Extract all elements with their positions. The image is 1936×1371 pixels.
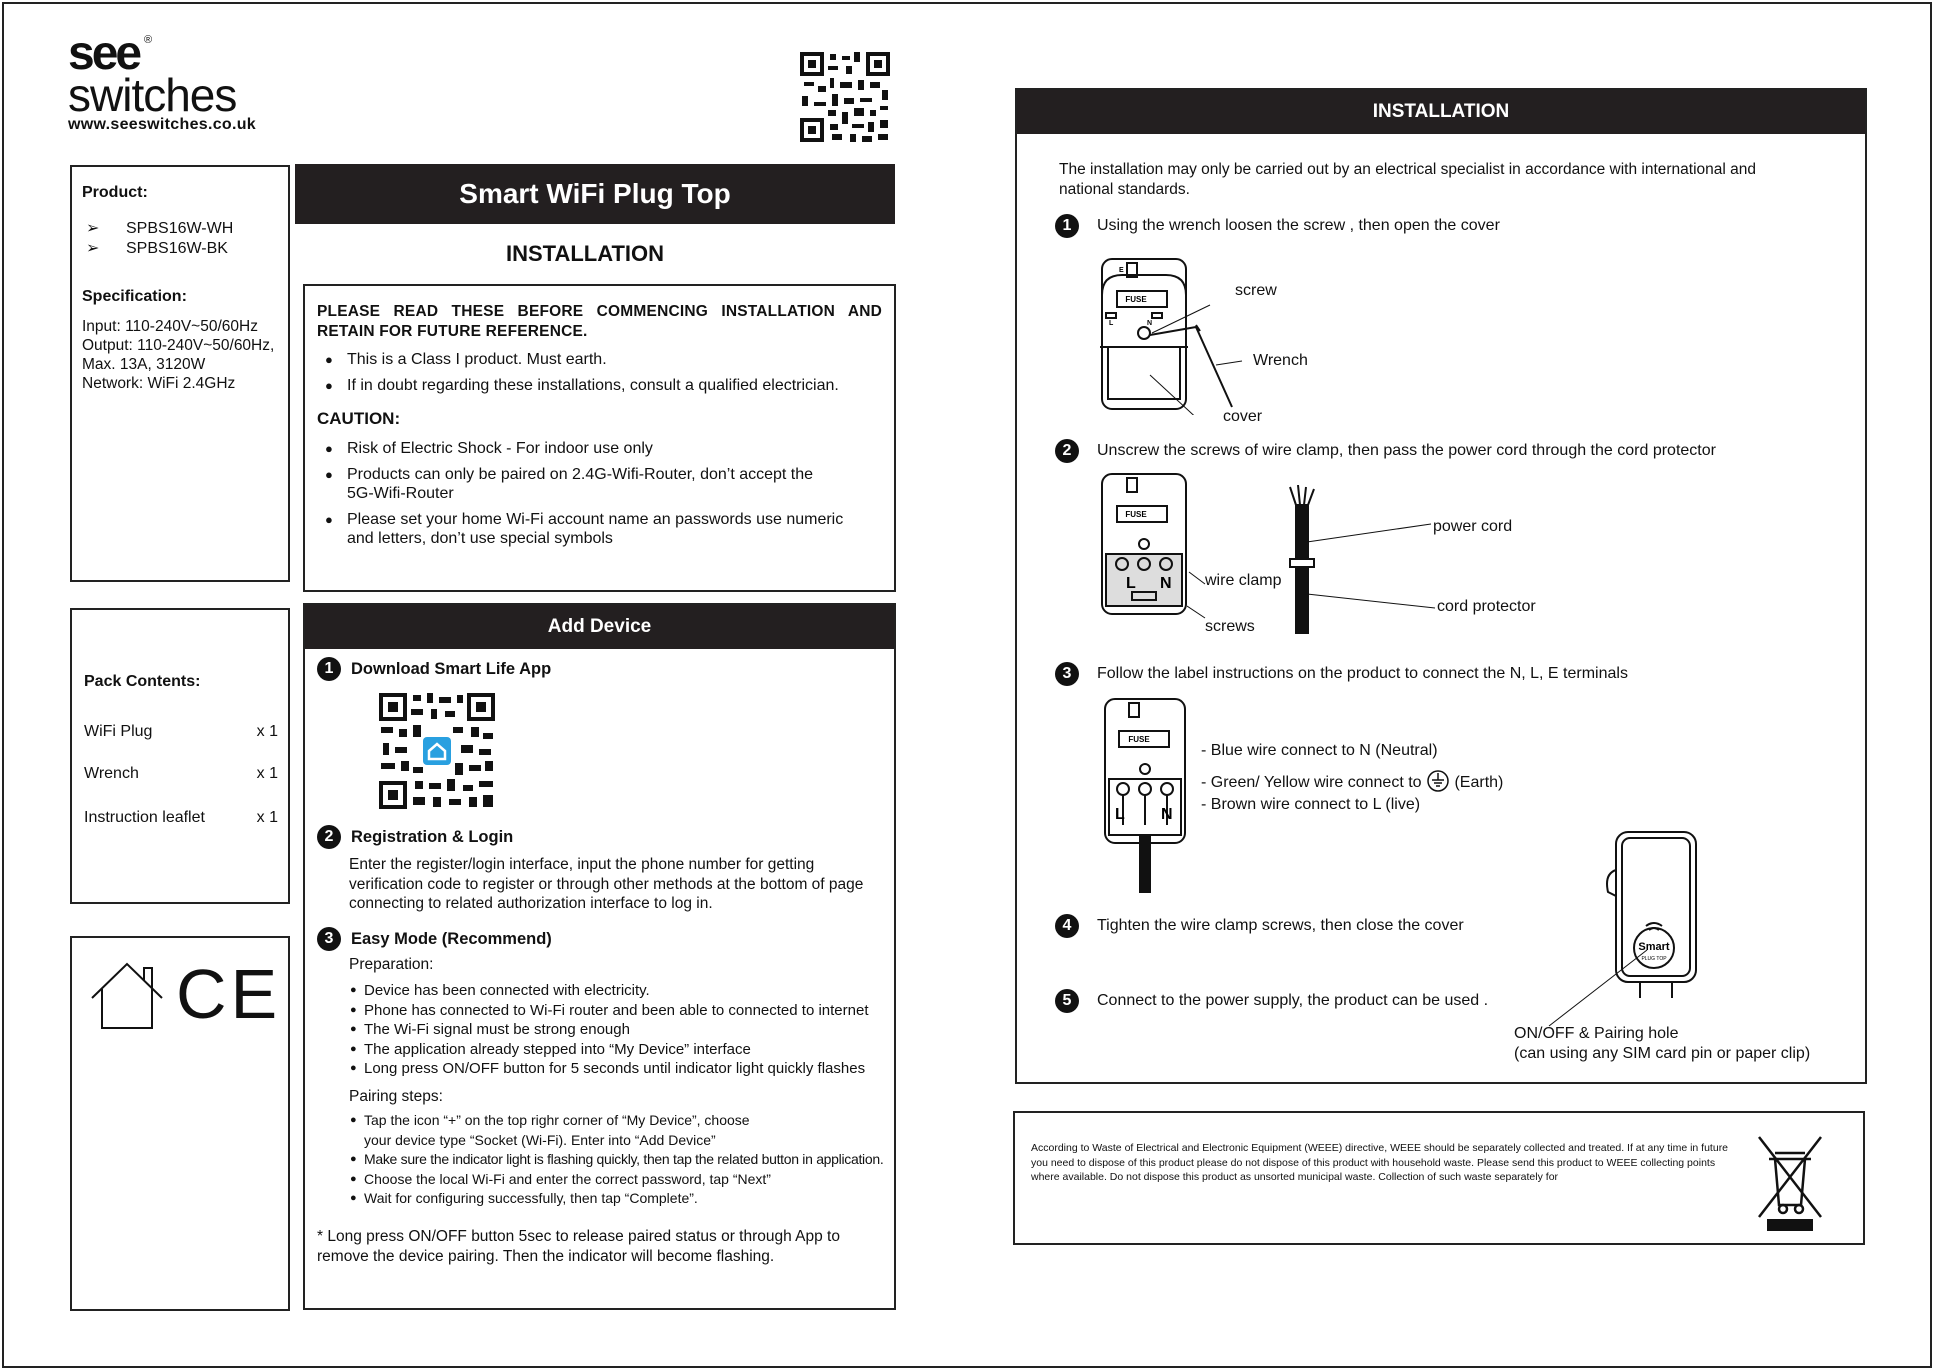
install-step-2 <box>1055 439 1716 463</box>
preparation-list <box>349 981 894 1079</box>
pairing-item: ● Choose the local Wi-Fi and enter the correct password, tap “Next” <box>349 1170 899 1190</box>
website: www.seeswitches.co.uk <box>68 116 257 133</box>
pairing-label: Pairing steps: <box>349 1088 443 1105</box>
pairing-item: ● Make sure the indicator light is flashing quickly, then tap the related button in application. <box>349 1150 899 1170</box>
wrench-label: Wrench <box>1253 352 1308 369</box>
footnote: * Long press ON/OFF button 5sec to release paired status or through App to remove the device pairing. Then the indicator will become flashing. <box>317 1228 840 1265</box>
main-title: Smart WiFi Plug Top <box>295 164 895 224</box>
spec-line: Network: WiFi 2.4GHz <box>82 375 236 392</box>
step-title: Easy Mode (Recommend) <box>351 929 552 948</box>
install-step-5 <box>1055 989 1488 1013</box>
warning-heading: PLEASE READ THESE BEFORE COMMENCING INSTALLATION AND RETAIN FOR FUTURE REFERENCE. <box>317 303 882 340</box>
installation-title: INSTALLATION <box>1017 90 1865 134</box>
terminal-wiring-diagram <box>1095 695 1195 895</box>
pack-label: Pack Contents: <box>84 673 201 690</box>
caution-item: ● Risk of Electric Shock - For indoor use only <box>317 439 882 458</box>
step-number-icon: 2 <box>1055 439 1079 463</box>
spec-line: Input: 110-240V~50/60Hz <box>82 318 258 335</box>
caution-list <box>317 439 882 548</box>
pack-item: Instruction leaflet x 1 <box>84 809 278 826</box>
product-box <box>70 165 290 582</box>
pairing-item: ● Wait for configuring successfully, then tap “Complete”. <box>349 1189 899 1209</box>
certification-box <box>70 936 290 1311</box>
step-number-icon: 2 <box>317 825 341 849</box>
cord-protector-label: cord protector <box>1437 598 1536 615</box>
step-text: Connect to the power supply, the product can be used . <box>1097 992 1489 1009</box>
add-step-3 <box>317 927 552 951</box>
pack-item: WiFi Plug x 1 <box>84 723 278 740</box>
add-device-title: Add Device <box>305 605 894 649</box>
model-item: ➢ SPBS16W-WH <box>86 220 234 237</box>
pairing-hole-leader <box>1547 948 1657 1028</box>
step-number-icon: 3 <box>1055 662 1079 686</box>
onoff-hole-hint: (can using any SIM card pin or paper clip) <box>1514 1045 1811 1062</box>
spec-line: Max. 13A, 3120W <box>82 356 206 373</box>
step-2-text: Enter the register/login interface, input the phone number for getting verification code to register or through other methods at the bottom of page connecting to related authorization interface to log in. <box>349 856 864 912</box>
step-number-icon: 3 <box>317 927 341 951</box>
pairing-item: ● Tap the icon “+” on the top righr corner of “My Device”, choose your device type “Socket (Wi-Fi). Enter into “Add Device” <box>349 1111 899 1150</box>
preparation-item: ● Phone has connected to Wi-Fi router and been able to connected to internet <box>349 1001 894 1021</box>
blue-wire-text: - Blue wire connect to N (Neutral) <box>1201 742 1438 759</box>
weee-crossed-bin-icon <box>1755 1133 1825 1233</box>
earth-symbol-icon <box>1426 769 1450 793</box>
logo-see: see <box>68 27 140 80</box>
warning-list <box>317 350 882 395</box>
registered-mark: ® <box>144 34 153 46</box>
green-wire-text: - Green/ Yellow wire connect to (Earth) <box>1201 769 1503 793</box>
step-text: Unscrew the screws of wire clamp, then pass the power cord through the cord protector <box>1097 442 1716 459</box>
wire-clamp-diagram <box>1092 470 1202 620</box>
fuse-label: FUSE <box>1125 295 1147 304</box>
l-terminal-label: L <box>1126 575 1136 592</box>
step-text: Tighten the wire clamp screws, then close the cover <box>1097 917 1464 934</box>
caution-item: ● Please set your home Wi-Fi account name an passwords use numeric and letters, don’t use special symbols <box>317 510 882 548</box>
weee-box <box>1013 1111 1865 1245</box>
model-item: ➢ SPBS16W-BK <box>86 240 228 257</box>
installation-panel <box>1015 88 1867 1084</box>
add-device-box <box>303 603 896 1310</box>
screw-label: screw <box>1235 282 1277 299</box>
warning-box <box>303 284 896 592</box>
brand-logo <box>68 27 288 142</box>
n-terminal-label: N <box>1147 320 1153 327</box>
website-qr-code <box>800 52 890 142</box>
preparation-item: ● Device has been connected with electricity. <box>349 981 894 1001</box>
preparation-item: ● The Wi-Fi signal must be strong enough <box>349 1020 894 1040</box>
install-heading: INSTALLATION <box>505 241 665 266</box>
install-step-3 <box>1055 662 1628 686</box>
onoff-hole-label: ON/OFF & Pairing hole <box>1514 1025 1679 1042</box>
step-number-icon: 4 <box>1055 914 1079 938</box>
smart-life-app-qr-code <box>379 693 495 809</box>
wire-clamp-label: wire clamp <box>1205 572 1282 589</box>
step-2-leader-lines <box>1187 510 1447 640</box>
brown-wire-text: - Brown wire connect to L (live) <box>1201 796 1421 813</box>
pack-item: Wrench x 1 <box>84 765 278 782</box>
pairing-list <box>349 1111 899 1209</box>
step-title: Download Smart Life App <box>351 659 552 678</box>
weee-text: According to Waste of Electrical and Electronic Equipment (WEEE) directive, WEEE should be separately collected and treated. If at any time in future you need to dispose of this product please do not dispose of this product with household waste. Please send this product to WEEE collecting points where available. Do not dispose this product as unsorted municipal waste. Collection of such waste separately for <box>1031 1142 1729 1183</box>
step-number-icon: 1 <box>317 657 341 681</box>
installation-intro: The installation may only be carried out by an electrical specialist in accordance with international and national standards. <box>1059 161 1757 198</box>
screws-label: screws <box>1205 618 1255 635</box>
pack-contents-box <box>70 608 290 904</box>
l-terminal-label: L <box>1115 806 1125 823</box>
product-label: Product: <box>82 184 148 201</box>
fuse-label: FUSE <box>1125 510 1147 519</box>
cover-label: cover <box>1223 408 1263 425</box>
logo-switches: switches <box>68 69 237 121</box>
n-terminal-label: N <box>1160 575 1172 592</box>
caution-item: ● Products can only be paired on 2.4G-Wifi-Router, don’t accept the 5G-Wifi-Router <box>317 465 882 503</box>
smart-label: Smart <box>1638 941 1670 953</box>
caution-heading: CAUTION: <box>317 409 401 428</box>
e-terminal-label: E <box>1119 267 1124 274</box>
spec-line: Output: 110-240V~50/60Hz, <box>82 337 275 354</box>
warning-item: ● This is a Class I product. Must earth. <box>317 350 882 369</box>
power-cord-label: power cord <box>1433 518 1513 535</box>
step-text: Follow the label instructions on the product to connect the N, L, E terminals <box>1097 665 1628 682</box>
step-title: Registration & Login <box>351 827 514 846</box>
model-list <box>82 219 278 259</box>
preparation-item: ● The application already stepped into “My Device” interface <box>349 1040 894 1060</box>
preparation-label: Preparation: <box>349 956 434 973</box>
step-text: Using the wrench loosen the screw , then open the cover <box>1097 217 1500 234</box>
install-step-4 <box>1055 914 1464 938</box>
plug-top-label: PLUG TOP <box>1641 956 1667 962</box>
add-step-1 <box>317 657 551 681</box>
ce-mark: CE <box>176 955 282 1033</box>
warning-item: ● If in doubt regarding these installations, consult a qualified electrician. <box>317 376 882 395</box>
preparation-item: ● Long press ON/OFF button for 5 seconds until indicator light quickly flashes <box>349 1059 894 1079</box>
l-terminal-label: L <box>1109 320 1114 327</box>
add-step-2 <box>317 825 513 849</box>
indoor-use-house-icon <box>88 960 166 1032</box>
install-step-1 <box>1055 214 1500 238</box>
step-number-icon: 1 <box>1055 214 1079 238</box>
wrench-and-plug-diagram <box>1092 255 1282 415</box>
spec-label: Specification: <box>82 288 187 305</box>
fuse-label: FUSE <box>1128 735 1150 744</box>
step-number-icon: 5 <box>1055 989 1079 1013</box>
n-terminal-label: N <box>1161 806 1173 823</box>
